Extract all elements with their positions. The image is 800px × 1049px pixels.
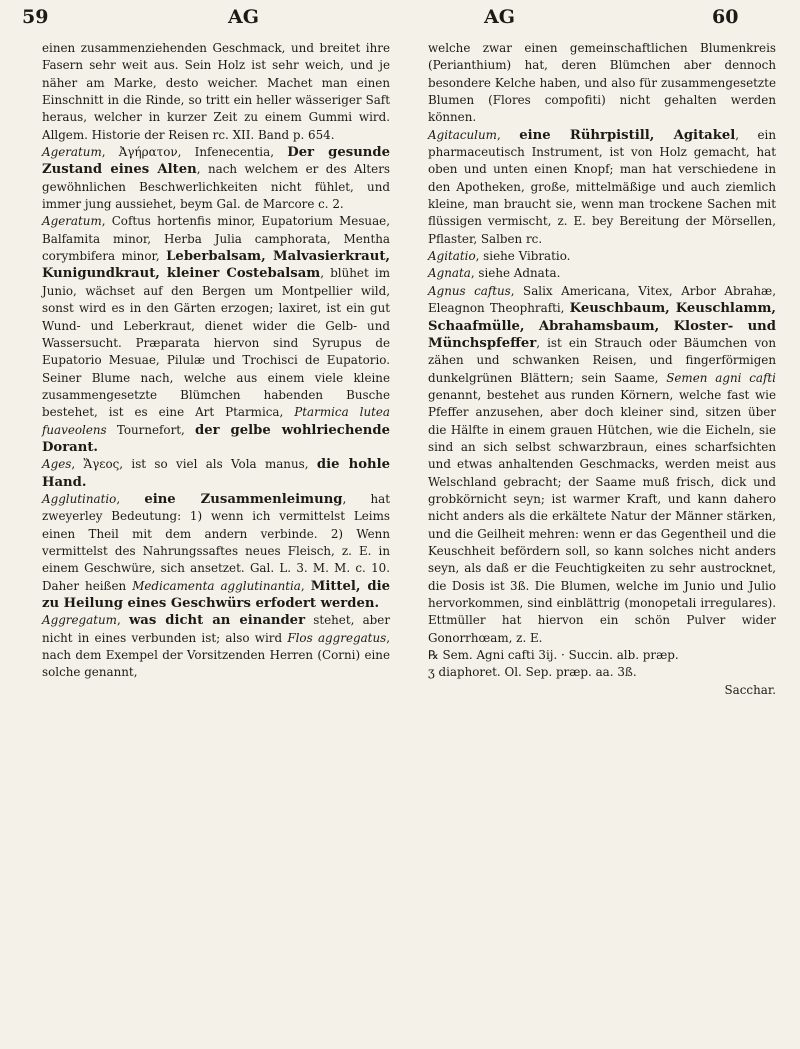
headword: Aggregatum	[42, 613, 117, 628]
recipe-line: Sacchar.	[724, 682, 776, 697]
german-term: eine Zusammenleimung	[144, 491, 343, 507]
german-term: eine Rührpistill, Agitakel	[519, 127, 736, 143]
header-letters-left: AG	[228, 6, 259, 28]
entry-agitaculum: Agitaculum, eine Rührpistill, Agitakel, ein pharmaceutisch Instrument, ist von Holz gemacht, hat oben und unten einen Knopf; man hat verschiedene in den Apotheken, große, mittelmäßige und auch ziemlich kleine, man braucht sie, wenn man trockene Sachen mit flüssigen vermischt, z. E. bey Bereitung der Mörsellen, Pflaster, Salben rc.	[428, 127, 777, 246]
entry-aggregatum: Aggregatum, was dicht an einander stehet, aber nicht in eines verbunden ist; also wird Flos aggregatus, nach dem Exempel der Vorsitzenden Herren (Corni) eine solche genannt,	[42, 613, 391, 680]
headword: Ages	[42, 457, 72, 472]
headword: Agitaculum	[428, 127, 497, 142]
header-letters-right: AG	[484, 6, 515, 28]
german-term: Mittel, die zu Heilung eines Geschwürs erfodert werden.	[42, 578, 390, 611]
citation: Gal. de Marcore c. 2.	[216, 197, 344, 212]
entry-agitatio: Agitatio, siehe Vibratio.	[428, 249, 571, 264]
running-header	[0, 6, 800, 38]
entry-continuation: welche zwar einen gemeinschaftlichen Blumenkreis (Perianthium) hat, deren Blümchen aber dennoch besondere Kelche haben, und also für zusammengesetzte Blumen (Flores compofiti) nicht gehalten werden können.	[428, 41, 776, 125]
author-name: Ettmüller	[428, 613, 486, 628]
right-column	[428, 40, 776, 699]
german-term: Leberbalsam, Malvasierkraut, Kunigundkraut, kleiner Costebalsam	[42, 249, 390, 282]
entry-agglutinatio: Agglutinatio, eine Zusammenleimung, hat zweyerley Bedeutung: 1) wenn ich vermittelst Leims einen Theil mit dem andern verbinde. 2) Wenn vermittelst des Nahrungssaftes neues Fleisch, z. E. in einem Geschwüre, sich ansetzet. Gal. L. 3. M. M. c. 10. Daher heißen Medicamenta agglutinantia, Mittel, die zu Heilung eines Geschwürs erfodert werden.	[42, 491, 390, 611]
entry-ages: Ages, Ἄγεος, ist so viel als Vola manus, die hohle Hand.	[42, 457, 391, 490]
headword: Ageratum	[42, 145, 102, 160]
latin-term: Medicamenta agglutinantia	[132, 578, 301, 593]
left-column	[42, 40, 390, 682]
german-term: was dicht an einander	[128, 613, 306, 629]
entry-ageratum: Ageratum, Coftus hortenfis minor, Eupatorium Mesuae, Balfamita minor, Herba Julia camphorata, Mentha corymbifera minor, Leberbalsam, Malvasierkraut, Kunigundkraut, kleiner Costebalsam, blühet im Junio, wächset auf den Bergen um Montpellier wild, sonst wird es in den Gärten erzogen; laxiret, ist ein gut Wund- und Leberkraut, dienet wider die Gelb- und Wassersucht. Præparata hiervon sind Syrupus de Eupatorio Mesuae, Pilulæ und Trochisci de Eupatorio. Seiner Blume nach, welche aus einem viele kleine zusammengesetzte Blümchen habenden Busche bestehet, ist es eine Art Ptarmica, Ptarmica lutea fuaveolens Tournefort, der gelbe wohlriechende Dorant.	[42, 214, 391, 455]
recipe-line: ʒ diaphoret. Ol. Sep. præp. aa. 3ß.	[428, 665, 637, 680]
citation: Tournefort,	[106, 422, 195, 437]
german-term: die hohle Hand.	[42, 457, 391, 490]
entry-continuation: einen zusammenziehenden Geschmack, und breitet ihre Fasern sehr weit aus. Sein Holz ist sehr weich, und je näher am Marke, desto weicher. Machet man einen Einschnitt in die Rinde, so tritt ein heller wässeriger Saft heraus, welcher in kurzer Zeit zu einem Gummi wird. Allgem. Historie der Reisen rc. XII. Band p. 654.	[42, 41, 390, 142]
headword: Agglutinatio	[42, 491, 117, 506]
citation: Gal. L. 3. M. M. c. 10.	[249, 561, 390, 576]
page-number-right: 60	[712, 6, 739, 28]
recipe-line: ℞ Sem. Agni cafti 3ij. · Succin. alb. præp.	[428, 648, 679, 663]
entry-agnata: Agnata, siehe Adnata.	[428, 266, 561, 281]
german-term: Keuschbaum, Keuschlamm, Schaafmülle, Abrahamsbaum, Kloster- und Münchspfeffer	[428, 301, 776, 351]
german-term: der gelbe wohlriechende Dorant.	[42, 422, 390, 455]
headword: Ageratum	[42, 214, 102, 229]
latin-term: Semen agni cafti	[666, 370, 776, 385]
headword: Agnus caftus	[428, 283, 511, 298]
latin-term: Flos aggregatus	[287, 630, 387, 645]
page-number-left: 59	[22, 6, 49, 28]
entry-agnus-castus: Agnus caftus, Salix Americana, Vitex, Arbor Abrahæ, Eleagnon Theophrafti, Keuschbaum, Keuschlamm, Schaafmülle, Abrahamsbaum, Kloster- und Münchspfeffer, ist ein Strauch oder Bäumchen von zähen und schwanken Reisen, und fingerförmigen dunkelgrünen Blättern; sein Saame, Semen agni cafti genannt, bestehet aus runden Körnern, welche fast wie Pfeffer anzusehen, aber doch kleiner sind, sitzen über die Hälfte in einem grauen Hütchen, wie die Eicheln, sie sind an sich selbst schwarzbraun, eines scharfsichten und etwas anhaltenden Geschmacks, werden meist aus Welschland gebracht; der Saame muß frisch, dick und grobkörnicht seyn; ist warmer Kraft, und kann dahero nicht anders als die erkältete Natur der Männer stärken, und die Geilheit mehren: wenn er das Gegentheil und die Keuschheit befördern soll, so kann solches nicht anders seyn, als daß er die Feuchtigkeiten zu sehr austrocknet, die Dosis ist 3ß. Die Blumen, welche im Junio und Julio hervorkommen, sind einblättrig (monopetali irregulares). Ettmüller hat hiervon ein schön Pulver wider Gonorrhœam, z. E.	[428, 283, 776, 645]
entry-ageraſia: Ageratum, Ἀγήρατον, Infenecentia, Der gesunde Zustand eines Alten, nach welchem er des Alters gewöhnlichen Beschwerlichkeiten nicht fühlet, und immer jung aussiehet, beym Gal. de Marcore c. 2.	[42, 145, 390, 212]
headword: Agitatio	[428, 249, 476, 264]
headword: Agnata	[428, 266, 471, 281]
german-term: Der gesunde Zustand eines Alten	[42, 145, 390, 178]
latin-term: Ptarmica lutea fuaveolens	[42, 405, 391, 437]
